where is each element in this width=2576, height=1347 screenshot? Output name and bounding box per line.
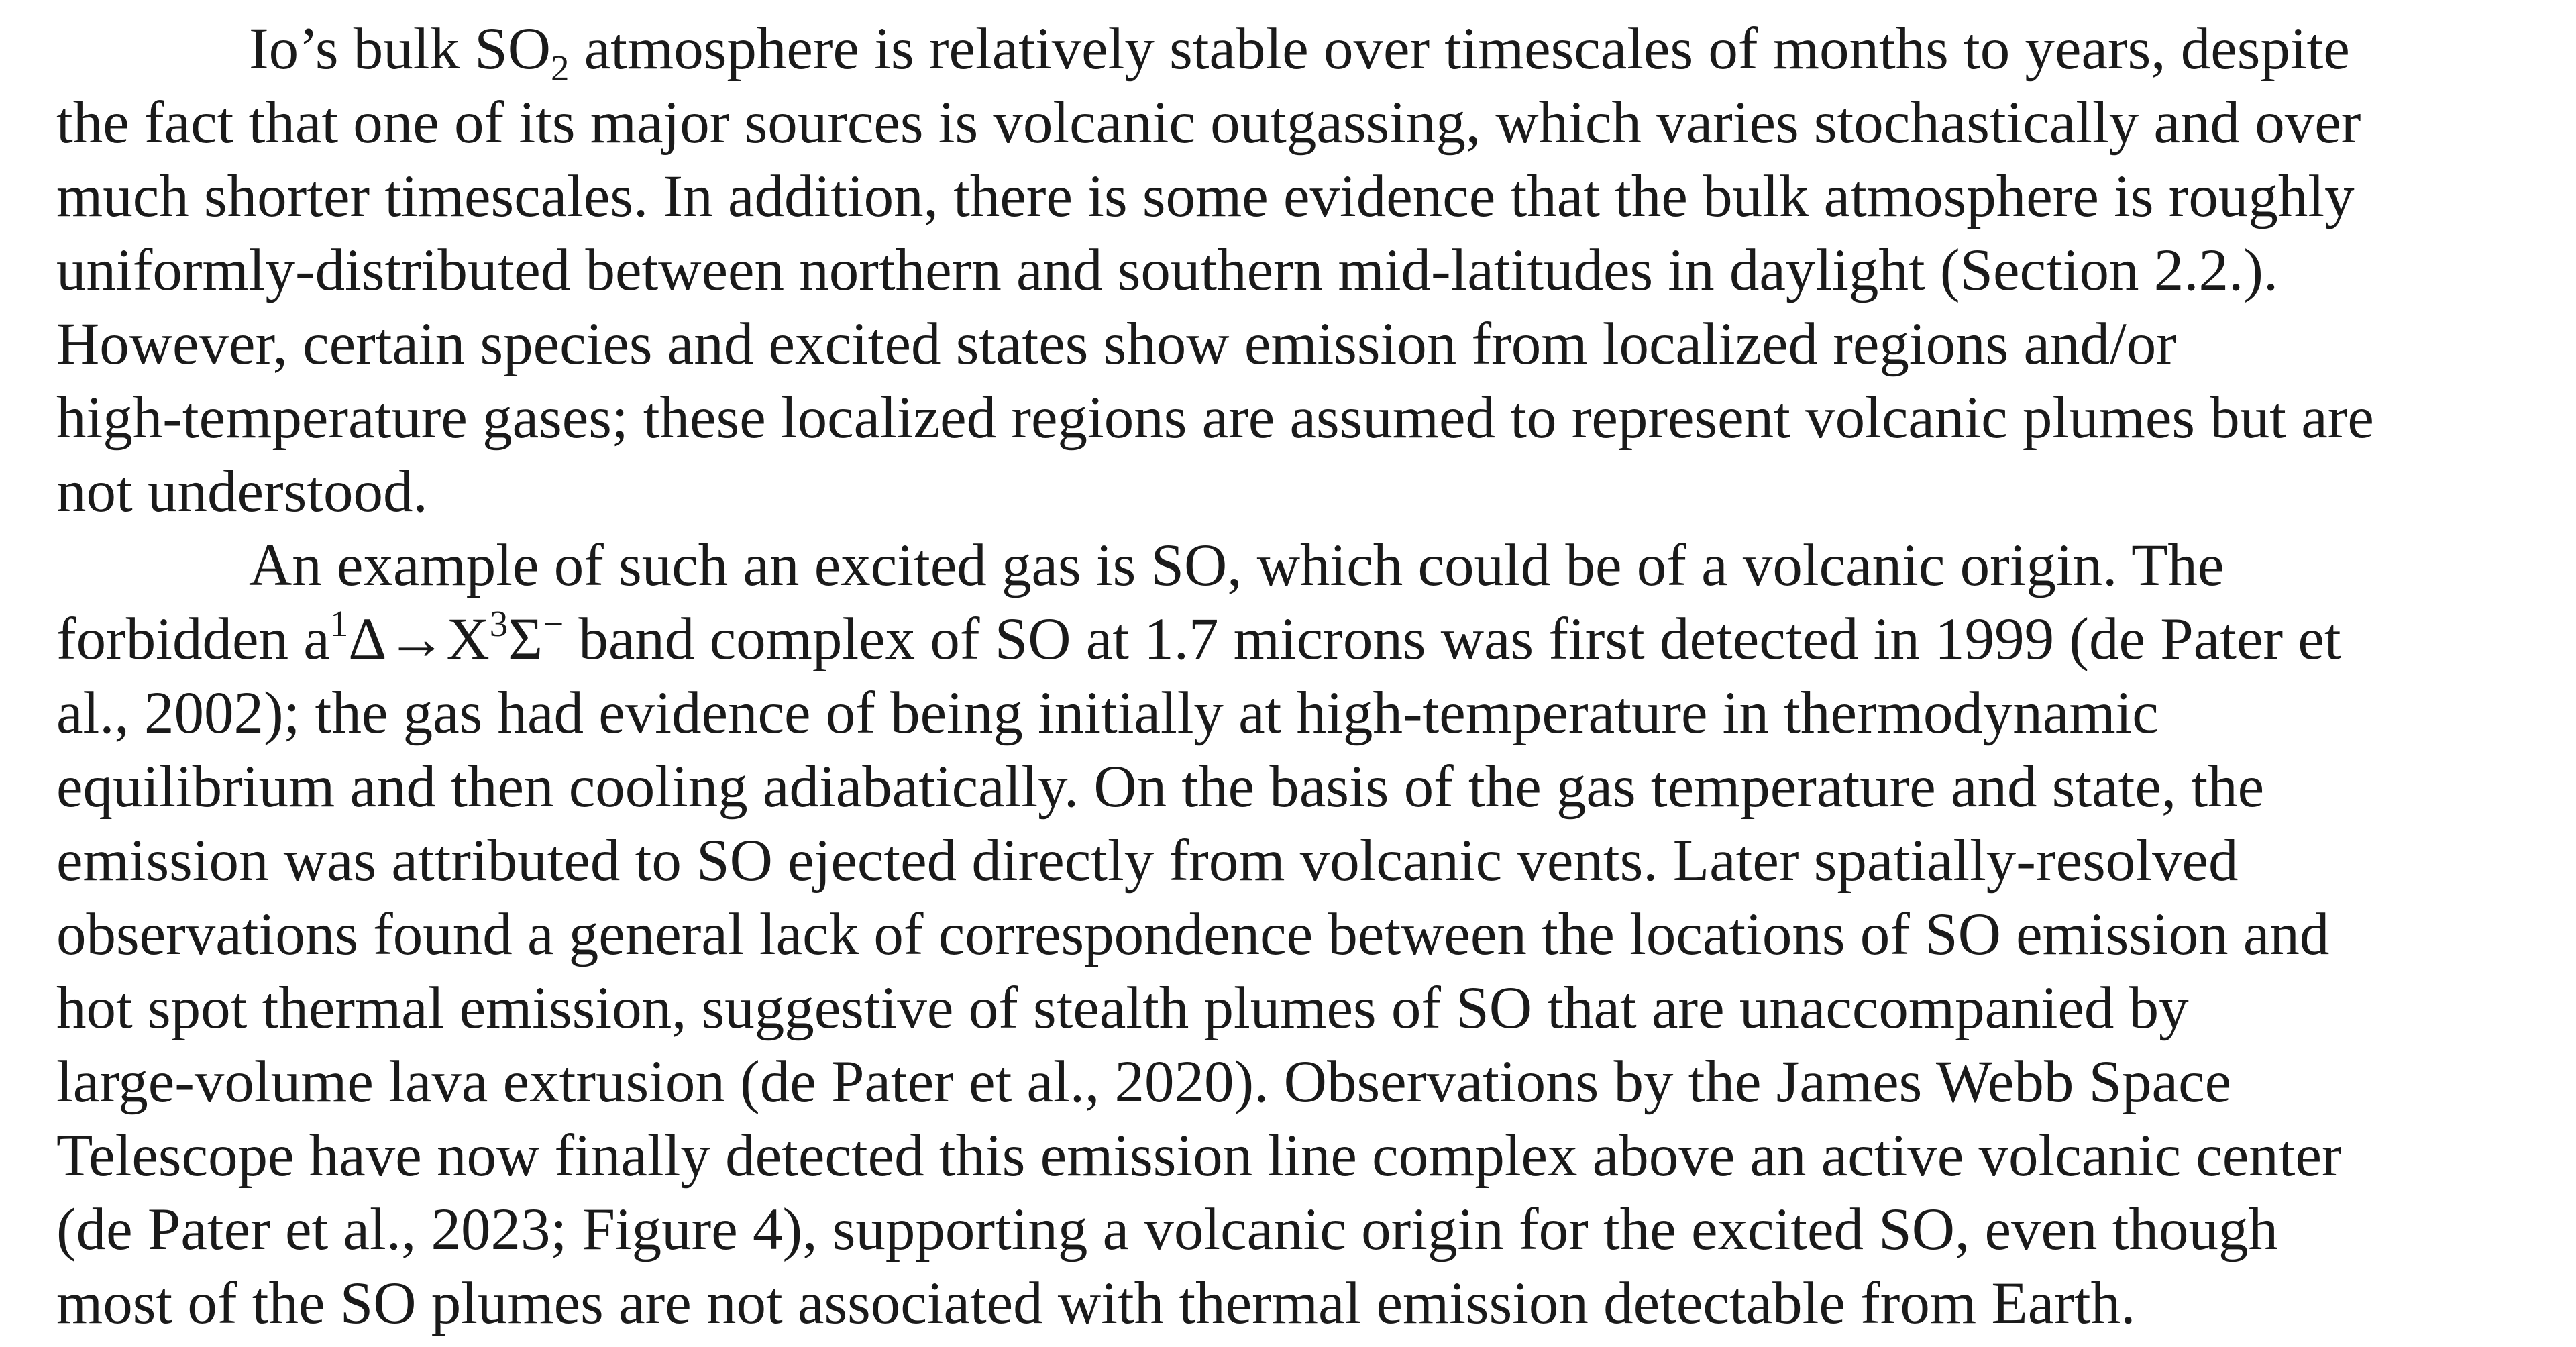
subscript: 2 [551, 48, 570, 89]
text-line: large-volume lava extrusion (de Pater et al., 2020). Observations by the James Webb Space [56, 1049, 2232, 1115]
text-line: the fact that one of its major sources is volcanic outgassing, which varies stochastically and over [56, 90, 2361, 156]
text-line: high-temperature gases; these localized regions are assumed to represent volcanic plumes but are [56, 385, 2374, 451]
document-text [56, 12, 2565, 1340]
text-line: not understood. [56, 459, 428, 525]
text-run: forbidden a [56, 606, 330, 672]
text-line: emission was attributed to SO ejected directly from volcanic vents. Later spatially-resolved [56, 828, 2239, 894]
text-line: most of the SO plumes are not associated with thermal emission detectable from Earth. [56, 1271, 2136, 1336]
paragraph-so-emission [56, 529, 2565, 1340]
text-line: al., 2002); the gas had evidence of being initially at high-temperature in thermodynamic [56, 680, 2159, 746]
superscript: 1 [329, 603, 349, 644]
text-line: Telescope have now finally detected this emission line complex above an active volcanic center [56, 1123, 2342, 1189]
text-line [56, 12, 2565, 89]
text-run: Δ→X [348, 606, 490, 672]
text-line: (de Pater et al., 2023; Figure 4), supporting a volcanic origin for the excited SO, even though [56, 1197, 2278, 1262]
text-line: uniformly-distributed between northern and southern mid-latitudes in daylight (Section 2.2.). [56, 237, 2279, 303]
text-line: An example of such an excited gas is SO, which could be of a volcanic origin. The [249, 533, 2224, 598]
text-run: atmosphere is relatively stable over timescales of months to years, despite [569, 16, 2350, 82]
paragraph-io-atmosphere [56, 12, 2565, 529]
superscript: − [543, 603, 564, 644]
text-line [56, 602, 2565, 676]
text-line: observations found a general lack of correspondence between the locations of SO emission and [56, 902, 2330, 967]
text-line: equilibrium and then cooling adiabatically. On the basis of the gas temperature and state, the [56, 754, 2265, 820]
text-run: band complex of SO at 1.7 microns was first detected in 1999 (de Pater et [564, 606, 2341, 672]
text-line: much shorter timescales. In addition, there is some evidence that the bulk atmosphere is roughly [56, 164, 2355, 229]
text-line: hot spot thermal emission, suggestive of stealth plumes of SO that are unaccompanied by [56, 975, 2189, 1041]
text-run: Io’s bulk SO [249, 16, 551, 82]
text-line: However, certain species and excited states show emission from localized regions and/or [56, 311, 2176, 377]
superscript: 3 [489, 603, 508, 644]
text-run: Σ [508, 606, 543, 672]
